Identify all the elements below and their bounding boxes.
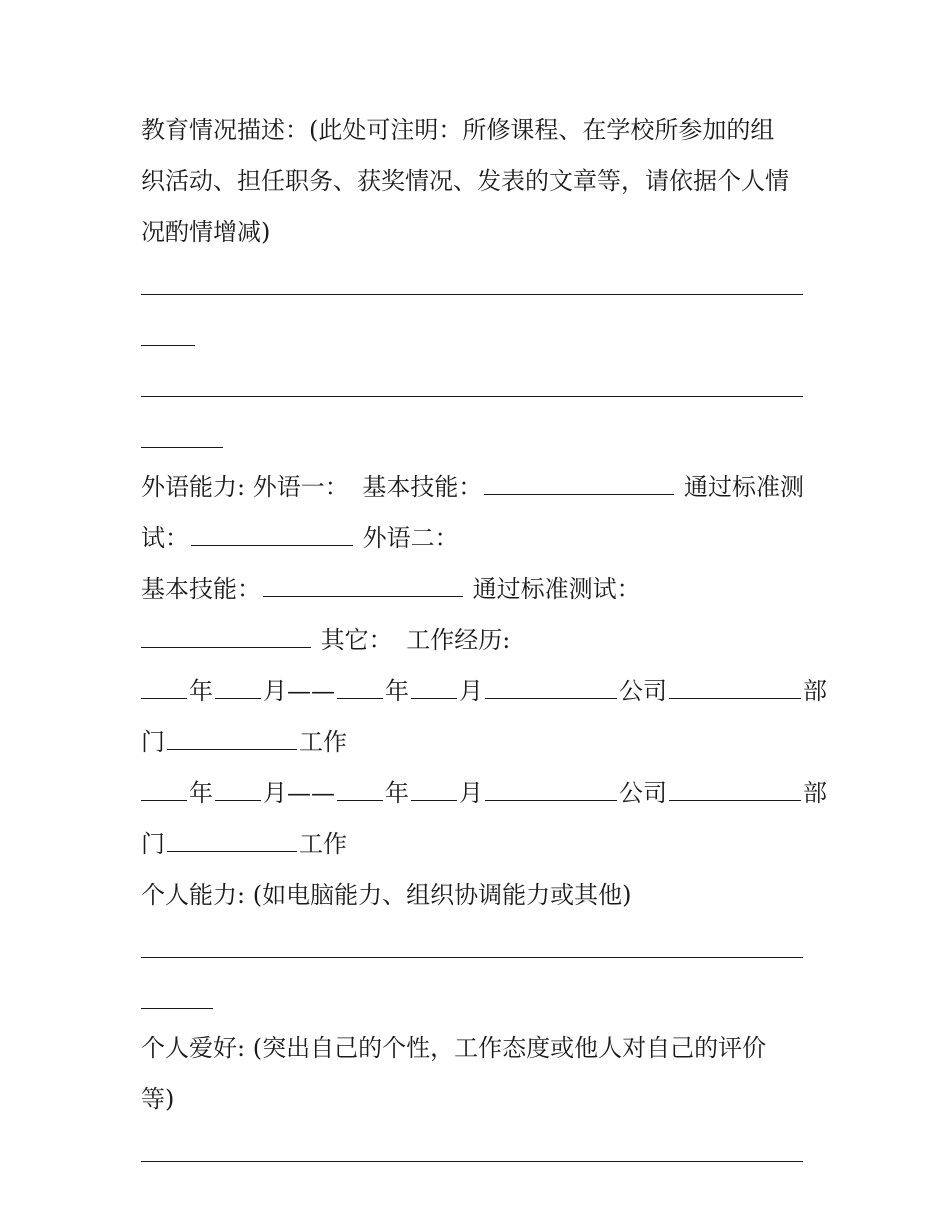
end-year-input[interactable] [337,680,383,699]
month-label: 月 [263,779,287,807]
start-year-input[interactable] [141,680,187,699]
language-one-test-label-tail: 试： [141,524,189,552]
work-entry-2-line-1 [141,768,827,819]
work-experience-label: 工作经历: [406,626,511,654]
year-label: 年 [385,779,409,807]
month-label: 月 [263,677,287,705]
language-two-skill-label: 基本技能： [141,575,261,603]
language-label: 外语能力: [141,473,246,501]
start-month-input[interactable] [215,782,261,801]
company-input[interactable] [485,770,617,801]
job-label: 工作 [299,830,347,858]
education-description-line-3: 况酌情增减) [141,218,271,246]
range-dash: —— [287,677,335,705]
language-two-test-label: 通过标准测试： [472,575,641,603]
language-one-test-input[interactable] [191,515,353,546]
language-one-label: 外语一： [252,473,349,501]
education-blank-1[interactable] [141,258,806,309]
job-input[interactable] [167,719,297,750]
language-line-2 [141,513,806,564]
department-label-b: 门 [141,728,165,756]
company-label: 公司 [619,677,667,705]
language-line-3 [141,564,806,615]
company-label: 公司 [619,779,667,807]
month-label: 月 [459,677,483,705]
range-dash: —— [287,779,335,807]
start-month-input[interactable] [215,680,261,699]
year-label: 年 [385,677,409,705]
job-input[interactable] [167,821,297,852]
language-line-1 [141,462,806,513]
company-input[interactable] [485,668,617,699]
hobby-label-line-2: 等) [141,1085,175,1113]
language-line-4 [141,615,806,666]
personal-ability-label: 个人能力: (如电脑能力、组织协调能力或其他) [141,881,632,909]
hobby-label-line-1: 个人爱好: (突出自己的个性，工作态度或他人对自己的评价 [141,1034,767,1062]
work-entry-2-line-2 [141,819,806,870]
end-month-input[interactable] [411,680,457,699]
department-input[interactable] [669,668,801,699]
education-description-line-1: 教育情况描述：(此处可注明：所修课程、在学校所参加的组 [141,116,775,144]
end-year-input[interactable] [337,782,383,801]
department-label-b: 门 [141,830,165,858]
language-two-label: 外语二： [362,524,459,552]
work-entry-1-line-2 [141,717,806,768]
department-input[interactable] [669,770,801,801]
department-label-a: 部 [803,779,827,807]
other-label: 其它： [320,626,393,654]
end-month-input[interactable] [411,782,457,801]
education-blank-2[interactable] [141,360,806,411]
month-label: 月 [459,779,483,807]
start-year-input[interactable] [141,782,187,801]
education-description-line-2: 织活动、担任职务、获奖情况、发表的文章等，请依据个人情 [141,167,789,195]
language-two-test-input[interactable] [141,617,311,648]
year-label: 年 [189,677,213,705]
language-one-skill-label: 基本技能： [362,473,483,501]
resume-form-page [141,105,827,1176]
language-one-test-label: 通过标准测 [684,473,805,501]
education-blank-2-tail[interactable] [141,411,806,462]
education-blank-1-tail[interactable] [141,309,806,360]
language-one-skill-input[interactable] [484,464,674,495]
year-label: 年 [189,779,213,807]
department-label-a: 部 [803,677,827,705]
personal-ability-blank[interactable] [141,921,806,972]
work-entry-1-line-1 [141,666,827,717]
hobby-blank[interactable] [141,1125,806,1176]
job-label: 工作 [299,728,347,756]
personal-ability-blank-tail[interactable] [141,972,806,1023]
language-two-skill-input[interactable] [263,566,463,597]
